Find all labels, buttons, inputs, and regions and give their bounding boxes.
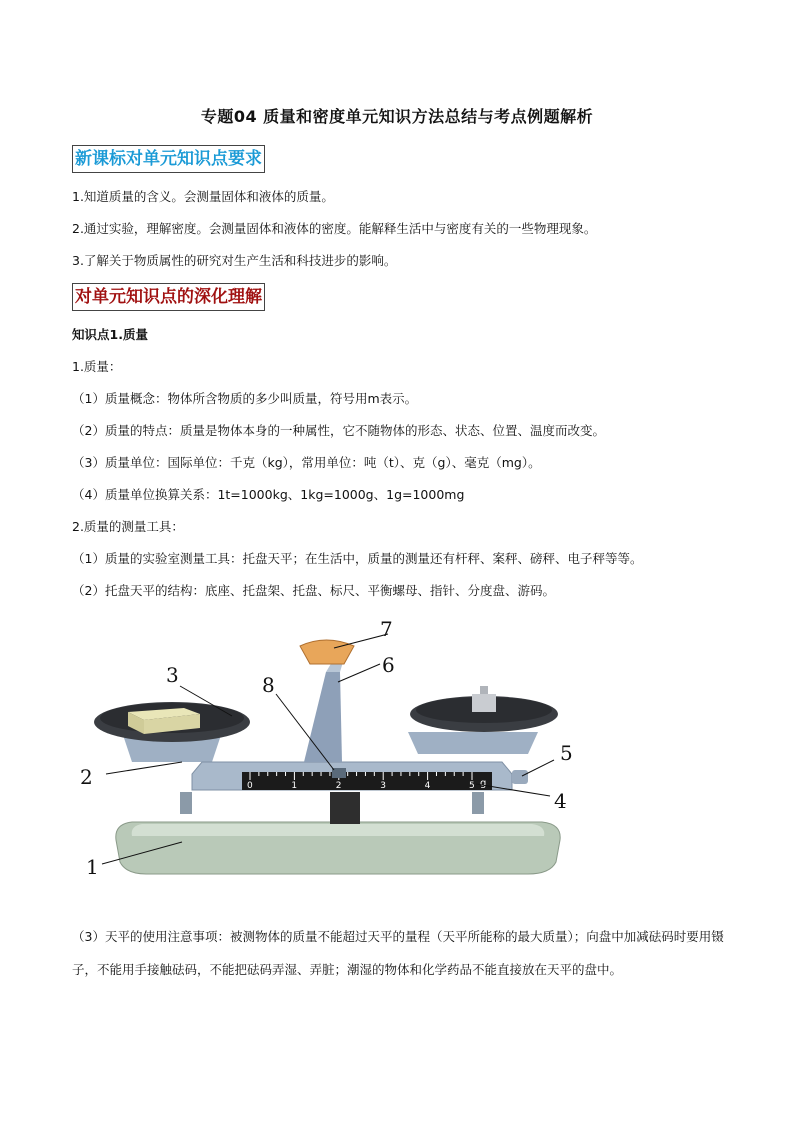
scale-unit-label: g xyxy=(480,778,487,789)
right-pan-support xyxy=(408,732,538,754)
usage-notes-paragraph: （3）天平的使用注意事项：被测物体的质量不能超过天平的量程（天平所能称的最大质量）；向盘中加减砝码时要用镊子，不能用手接触砝码，不能把砝码弄湿、弄脏；潮湿的物体和化学药品不能直接放在天平的盘中。 xyxy=(72,929,724,977)
callout-1: 1 xyxy=(86,855,99,879)
leader-line-2 xyxy=(106,762,182,774)
callout-6: 6 xyxy=(382,653,395,677)
section-heading-requirements: 新课标对单元知识点要求 xyxy=(72,145,265,173)
requirement-item-1: 1.知道质量的含义。会测量固体和液体的质量。 xyxy=(72,189,334,204)
subheading-mass: 1.质量： xyxy=(72,359,122,374)
dial-plate xyxy=(300,640,354,664)
right-foot xyxy=(472,792,484,814)
weight-knob xyxy=(480,686,488,694)
callout-2: 2 xyxy=(80,765,93,789)
scale-tick-label: 2 xyxy=(335,781,342,791)
leader-line-6 xyxy=(338,664,380,682)
knowledge-point-title: 知识点1.质量 xyxy=(72,327,148,342)
scale-tick-label: 1 xyxy=(291,781,298,791)
mass-item-1: （1）质量概念：物体所含物质的多少叫质量，符号用m表示。 xyxy=(72,391,418,406)
scale-tick-label: 3 xyxy=(380,781,386,791)
base-top-highlight xyxy=(132,824,545,836)
scale-tick-label: 4 xyxy=(424,781,431,791)
requirement-item-2: 2.通过实验，理解密度。会测量固体和液体的密度。能解释生活中与密度有关的一些物理现象。 xyxy=(72,221,597,236)
weight-body xyxy=(472,694,496,712)
callout-4: 4 xyxy=(554,789,567,813)
balance-nut xyxy=(512,770,528,784)
callout-5: 5 xyxy=(560,741,573,765)
left-foot xyxy=(180,792,192,814)
mass-item-3: （3）质量单位：国际单位：千克（kg），常用单位：吨（t）、克（g）、毫克（mg）。 xyxy=(72,455,541,470)
center-post xyxy=(330,792,360,824)
callout-3: 3 xyxy=(166,663,179,687)
pointer-column xyxy=(304,672,342,762)
balance-figure xyxy=(72,612,592,892)
scale-tick-label: 5 xyxy=(469,781,475,791)
leader-line-5 xyxy=(522,760,554,776)
tools-item-1: （1）质量的实验室测量工具：托盘天平；在生活中，质量的测量还有杆秤、案秤、磅秤、电子秤等等。 xyxy=(72,551,643,566)
callout-8: 8 xyxy=(262,673,275,697)
mass-item-4: （4）质量单位换算关系：1t=1000kg、1kg=1000g、1g=1000mg xyxy=(72,487,465,502)
scale-tick-label: 0 xyxy=(247,781,253,791)
subheading-measuring-tools: 2.质量的测量工具： xyxy=(72,519,184,534)
mass-item-2: （2）质量的特点：质量是物体本身的一种属性，它不随物体的形态、状态、位置、温度而改变。 xyxy=(72,423,605,438)
page-title: 专题04 质量和密度单元知识方法总结与考点例题解析 xyxy=(200,107,594,126)
requirement-item-3: 3.了解关于物质属性的研究对生产生活和科技进步的影响。 xyxy=(72,253,397,268)
section-heading-deep-understanding: 对单元知识点的深化理解 xyxy=(72,283,265,311)
tools-item-2: （2）托盘天平的结构：底座、托盘架、托盘、标尺、平衡螺母、指针、分度盘、游码。 xyxy=(72,583,555,598)
callout-7: 7 xyxy=(380,617,393,641)
